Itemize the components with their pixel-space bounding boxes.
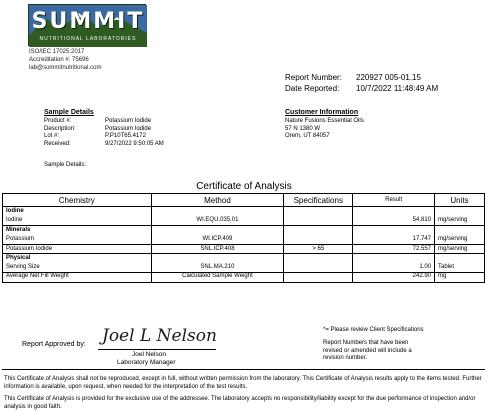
header-units: Units bbox=[435, 194, 485, 207]
client-spec-note: *= Please review Client Specifications bbox=[323, 327, 424, 333]
cell-units: mg bbox=[435, 272, 485, 282]
cell-result: 72.557 bbox=[353, 244, 435, 253]
footer-reproduction-notice: This Certificate of Analysis shall not be reproduced, except in full, without written permission from the laboratory. This Certificate of Analysis results apply to the items tested. Further information is available, upon request, when needed for the interpretation of the test results. bbox=[4, 376, 482, 390]
cell-method: WI.EQU.035.01 bbox=[151, 216, 284, 225]
lot-label: Lot #: bbox=[44, 133, 60, 140]
received-value: 9/27/2022 9:50:05 AM bbox=[105, 140, 164, 147]
product-label: Product #: bbox=[44, 118, 72, 124]
summit-logo bbox=[28, 4, 146, 46]
table-row bbox=[3, 272, 485, 282]
cell-result: 1.00 bbox=[353, 263, 435, 272]
customer-info-heading: Customer Information bbox=[285, 109, 359, 116]
table-row bbox=[3, 244, 485, 253]
revision-note bbox=[323, 340, 412, 363]
cell-spec bbox=[284, 272, 353, 282]
header-specifications: Specifications bbox=[284, 194, 353, 207]
report-number-label: Report Number: bbox=[285, 73, 342, 82]
cell-units: mg/serving bbox=[435, 244, 485, 253]
sample-details-heading: Sample Details bbox=[44, 109, 94, 116]
signature-line bbox=[98, 349, 216, 350]
logo-wordmark: SUMMIT bbox=[31, 9, 145, 34]
customer-city: Orem, UT 84057 bbox=[285, 133, 330, 140]
revision-note-line: revised or amended will include a bbox=[323, 347, 412, 354]
cell-chemistry: Average Net Fill Weight bbox=[3, 272, 152, 282]
cell-method: SNL.ICP.408 bbox=[151, 244, 284, 253]
footer-liability-notice: This Certificate of Analysis is provided for the exclusive use of the addressee. The laboratory accepts no responsibility/liability except for the due performance of inspection and/or analysis in good faith. bbox=[4, 396, 476, 410]
group-row bbox=[3, 207, 485, 216]
table-header-row bbox=[3, 194, 485, 207]
group-minerals: Minerals bbox=[3, 225, 152, 234]
table-row bbox=[3, 235, 485, 244]
accreditation-number: Accreditation #: 75696 bbox=[29, 57, 89, 63]
cell-spec bbox=[284, 235, 353, 244]
signature: Joel L Nelson bbox=[102, 326, 217, 346]
received-label: Received: bbox=[44, 140, 71, 147]
customer-name: Nature Fusions Essential Oils bbox=[285, 118, 364, 124]
cell-units: Tablet bbox=[435, 263, 485, 272]
cell-method: WI.ICP.409 bbox=[151, 235, 284, 244]
cell-chemistry: Potassium bbox=[3, 235, 152, 244]
group-physical: Physical bbox=[3, 253, 152, 262]
cell-method: SNL.MA.210 bbox=[151, 263, 284, 272]
group-row bbox=[3, 225, 485, 234]
lab-contact bbox=[29, 48, 101, 72]
logo-subtitle: NUTRITIONAL LABORATORIES bbox=[39, 36, 137, 42]
cell-chemistry: Iodine bbox=[3, 216, 152, 225]
cell-spec bbox=[284, 263, 353, 272]
lab-email: lab@summitnutritional.com bbox=[29, 65, 102, 71]
cell-units: mg/serving bbox=[435, 235, 485, 244]
certificate-title: Certificate of Analysis bbox=[196, 181, 292, 192]
cell-spec bbox=[284, 216, 353, 225]
group-iodine: Iodine bbox=[3, 207, 152, 216]
group-row bbox=[3, 253, 485, 262]
customer-address-block bbox=[285, 118, 364, 141]
description-label: Description: bbox=[44, 125, 76, 132]
approved-by-label: Report Approved by: bbox=[22, 341, 86, 348]
sample-details-label: Sample Details: bbox=[44, 162, 87, 168]
revision-note-line: Report Numbers that have been bbox=[323, 340, 409, 346]
cell-chemistry: Serving Size bbox=[3, 263, 152, 272]
description-value: Potassium Iodide bbox=[105, 125, 152, 132]
results-table bbox=[2, 193, 485, 283]
report-number-value: 220927 005-01.15 bbox=[356, 73, 421, 82]
lot-value: P.P10T65.4172 bbox=[105, 133, 146, 140]
date-reported-label: Date Reported: bbox=[285, 84, 340, 93]
table-row bbox=[3, 216, 485, 225]
header-result: Result bbox=[353, 194, 435, 207]
iso-standard: ISO/IEC 17025:2017 bbox=[29, 49, 85, 55]
table-row bbox=[3, 263, 485, 272]
date-reported-value: 10/7/2022 11:48:49 AM bbox=[356, 84, 439, 93]
header-method: Method bbox=[151, 194, 284, 207]
approver-name: Joel Nelson bbox=[132, 351, 166, 358]
approver-title: Laboratory Manager bbox=[117, 359, 176, 366]
cell-method: Calculated Sample Weight bbox=[151, 272, 284, 282]
cell-result: 17.747 bbox=[353, 235, 435, 244]
product-value: Potassium Iodide bbox=[105, 118, 152, 124]
sample-field-labels bbox=[44, 118, 76, 148]
cell-result: 54.810 bbox=[353, 216, 435, 225]
cell-chemistry: Potassium Iodide bbox=[3, 244, 152, 253]
customer-street: 57 N 1380 W bbox=[285, 125, 321, 132]
header-chemistry: Chemistry bbox=[3, 194, 152, 207]
revision-note-line: revision number. bbox=[323, 355, 368, 362]
cell-spec: > 65 bbox=[284, 244, 353, 253]
cell-units: mg/serving bbox=[435, 216, 485, 225]
sample-field-values bbox=[105, 118, 164, 148]
cell-result: 242.90 bbox=[353, 272, 435, 282]
